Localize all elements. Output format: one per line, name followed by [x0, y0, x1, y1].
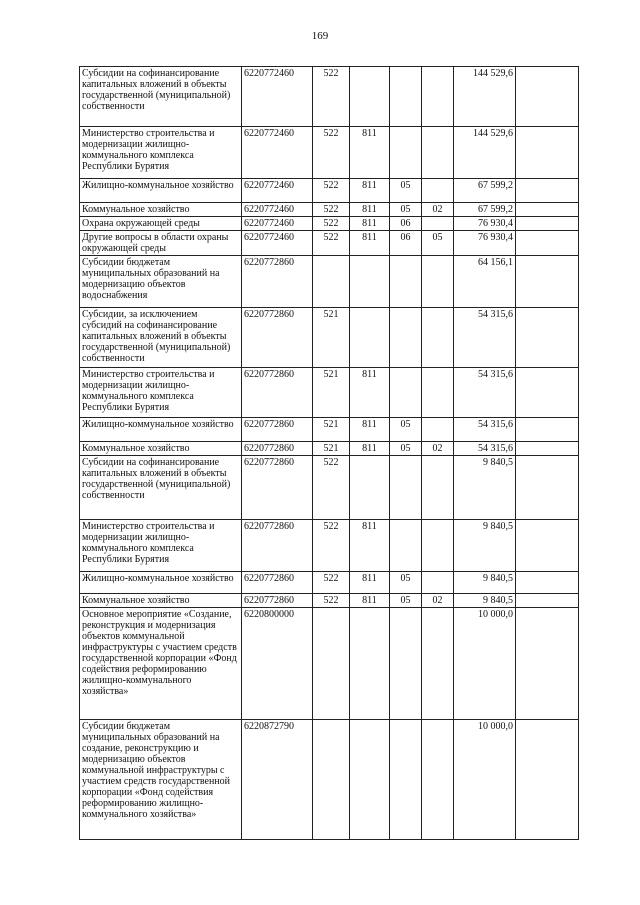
- cell-expense-type: 521: [313, 442, 350, 456]
- cell-expense-type: 522: [313, 456, 350, 520]
- cell-target-code: 6220772460: [242, 179, 313, 203]
- cell-subsection: [422, 308, 454, 368]
- cell-section: [390, 127, 422, 179]
- cell-department-code: 811: [350, 203, 390, 217]
- cell-subsection: [422, 256, 454, 308]
- cell-expense-type: 522: [313, 217, 350, 231]
- cell-department-code: 811: [350, 368, 390, 418]
- table-row: [80, 418, 579, 442]
- cell-amount: 54 315,6: [454, 418, 516, 442]
- cell-subsection: [422, 127, 454, 179]
- cell-extra: [516, 308, 579, 368]
- cell-name: Субсидии бюджетам муниципальных образований на создание, реконструкцию и модернизацию объектов коммунальной инфраструктуры с участием средств государственной корпорации «Фонд содействия реформированию жилищно-коммунального хозяйства»: [80, 720, 242, 840]
- budget-table-body: [80, 67, 579, 840]
- cell-expense-type: 521: [313, 308, 350, 368]
- cell-target-code: 6220772860: [242, 442, 313, 456]
- cell-section: 05: [390, 418, 422, 442]
- table-row: [80, 608, 579, 720]
- cell-amount: 54 315,6: [454, 368, 516, 418]
- cell-amount: 9 840,5: [454, 594, 516, 608]
- cell-name: Жилищно-коммунальное хозяйство: [80, 572, 242, 594]
- cell-name: Субсидии бюджетам муниципальных образований на модернизацию объектов водоснабжения: [80, 256, 242, 308]
- table-row: [80, 456, 579, 520]
- table-row: [80, 217, 579, 231]
- budget-table: [79, 66, 579, 840]
- cell-name: Охрана окружающей среды: [80, 217, 242, 231]
- cell-expense-type: 522: [313, 179, 350, 203]
- cell-expense-type: 522: [313, 203, 350, 217]
- cell-subsection: [422, 368, 454, 418]
- table-row: [80, 572, 579, 594]
- table-row: [80, 179, 579, 203]
- cell-target-code: 6220872790: [242, 720, 313, 840]
- table-row: [80, 520, 579, 572]
- cell-amount: 54 315,6: [454, 442, 516, 456]
- cell-target-code: 6220772860: [242, 418, 313, 442]
- page-number: 169: [311, 30, 329, 42]
- cell-name: Жилищно-коммунальное хозяйство: [80, 179, 242, 203]
- cell-department-code: 811: [350, 179, 390, 203]
- cell-subsection: [422, 418, 454, 442]
- cell-expense-type: [313, 720, 350, 840]
- cell-section: 06: [390, 217, 422, 231]
- cell-extra: [516, 442, 579, 456]
- cell-section: [390, 67, 422, 127]
- cell-subsection: 02: [422, 442, 454, 456]
- cell-amount: 10 000,0: [454, 720, 516, 840]
- cell-amount: 9 840,5: [454, 456, 516, 520]
- cell-target-code: 6220772860: [242, 572, 313, 594]
- cell-section: [390, 520, 422, 572]
- table-row: [80, 720, 579, 840]
- cell-target-code: 6220772860: [242, 520, 313, 572]
- cell-extra: [516, 720, 579, 840]
- cell-name: Основное мероприятие «Создание, реконструкция и модернизация объектов коммунальной инфраструктуры с участием средств государственной корпорации «Фонд содействия реформированию жилищно-коммунального хозяйства»: [80, 608, 242, 720]
- cell-department-code: 811: [350, 418, 390, 442]
- cell-target-code: 6220772860: [242, 308, 313, 368]
- cell-expense-type: 522: [313, 127, 350, 179]
- cell-section: [390, 256, 422, 308]
- cell-amount: 54 315,6: [454, 308, 516, 368]
- cell-amount: 76 930,4: [454, 231, 516, 256]
- cell-section: 05: [390, 179, 422, 203]
- cell-extra: [516, 256, 579, 308]
- cell-name: Коммунальное хозяйство: [80, 594, 242, 608]
- cell-extra: [516, 127, 579, 179]
- cell-target-code: 6220772860: [242, 456, 313, 520]
- cell-section: 05: [390, 203, 422, 217]
- cell-extra: [516, 203, 579, 217]
- cell-target-code: 6220772860: [242, 368, 313, 418]
- cell-target-code: 6220772460: [242, 231, 313, 256]
- cell-department-code: [350, 456, 390, 520]
- cell-name: Министерство строительства и модернизации жилищно-коммунального комплекса Республики Бурятия: [80, 520, 242, 572]
- cell-name: Министерство строительства и модернизации жилищно-коммунального комплекса Республики Бурятия: [80, 368, 242, 418]
- cell-expense-type: 521: [313, 368, 350, 418]
- cell-extra: [516, 418, 579, 442]
- cell-section: 05: [390, 594, 422, 608]
- cell-section: [390, 308, 422, 368]
- table-row: [80, 594, 579, 608]
- table-row: [80, 308, 579, 368]
- cell-subsection: [422, 67, 454, 127]
- cell-target-code: 6220772860: [242, 594, 313, 608]
- cell-target-code: 6220772460: [242, 217, 313, 231]
- cell-department-code: 811: [350, 572, 390, 594]
- cell-department-code: 811: [350, 127, 390, 179]
- cell-extra: [516, 520, 579, 572]
- cell-target-code: 6220800000: [242, 608, 313, 720]
- table-row: [80, 256, 579, 308]
- cell-extra: [516, 67, 579, 127]
- cell-name: Субсидии на софинансирование капитальных вложений в объекты государственной (муниципальной) собственности: [80, 67, 242, 127]
- cell-subsection: [422, 179, 454, 203]
- cell-subsection: [422, 572, 454, 594]
- cell-target-code: 6220772860: [242, 256, 313, 308]
- cell-name: Жилищно-коммунальное хозяйство: [80, 418, 242, 442]
- cell-department-code: 811: [350, 231, 390, 256]
- cell-extra: [516, 217, 579, 231]
- table-row: [80, 67, 579, 127]
- cell-amount: 64 156,1: [454, 256, 516, 308]
- cell-subsection: 02: [422, 594, 454, 608]
- cell-subsection: [422, 608, 454, 720]
- cell-section: [390, 720, 422, 840]
- cell-department-code: [350, 608, 390, 720]
- cell-subsection: [422, 520, 454, 572]
- cell-section: 06: [390, 231, 422, 256]
- cell-target-code: 6220772460: [242, 127, 313, 179]
- cell-subsection: 05: [422, 231, 454, 256]
- cell-extra: [516, 456, 579, 520]
- cell-expense-type: [313, 256, 350, 308]
- cell-name: Другие вопросы в области охраны окружающей среды: [80, 231, 242, 256]
- cell-department-code: [350, 256, 390, 308]
- cell-department-code: [350, 308, 390, 368]
- cell-name: Субсидии, за исключением субсидий на софинансирование капитальных вложений в объекты государственной (муниципальной) собственности: [80, 308, 242, 368]
- cell-expense-type: 522: [313, 520, 350, 572]
- cell-section: [390, 368, 422, 418]
- cell-amount: 67 599,2: [454, 179, 516, 203]
- cell-extra: [516, 368, 579, 418]
- cell-name: Субсидии на софинансирование капитальных вложений в объекты государственной (муниципальной) собственности: [80, 456, 242, 520]
- cell-amount: 9 840,5: [454, 572, 516, 594]
- cell-name: Коммунальное хозяйство: [80, 203, 242, 217]
- table-row: [80, 127, 579, 179]
- cell-subsection: [422, 217, 454, 231]
- cell-subsection: [422, 456, 454, 520]
- cell-section: 05: [390, 572, 422, 594]
- cell-department-code: 811: [350, 594, 390, 608]
- cell-department-code: 811: [350, 520, 390, 572]
- cell-extra: [516, 572, 579, 594]
- cell-expense-type: [313, 608, 350, 720]
- cell-department-code: 811: [350, 442, 390, 456]
- table-row: [80, 442, 579, 456]
- cell-department-code: [350, 720, 390, 840]
- cell-section: [390, 608, 422, 720]
- table-row: [80, 203, 579, 217]
- cell-section: [390, 456, 422, 520]
- cell-amount: 9 840,5: [454, 520, 516, 572]
- table-row: [80, 368, 579, 418]
- cell-amount: 76 930,4: [454, 217, 516, 231]
- cell-expense-type: 522: [313, 594, 350, 608]
- cell-section: 05: [390, 442, 422, 456]
- cell-extra: [516, 231, 579, 256]
- table-row: [80, 231, 579, 256]
- cell-department-code: 811: [350, 217, 390, 231]
- cell-subsection: 02: [422, 203, 454, 217]
- cell-name: Министерство строительства и модернизации жилищно-коммунального комплекса Республики Бурятия: [80, 127, 242, 179]
- cell-amount: 10 000,0: [454, 608, 516, 720]
- cell-extra: [516, 179, 579, 203]
- cell-department-code: [350, 67, 390, 127]
- cell-expense-type: 521: [313, 418, 350, 442]
- cell-amount: 67 599,2: [454, 203, 516, 217]
- cell-target-code: 6220772460: [242, 67, 313, 127]
- cell-expense-type: 522: [313, 67, 350, 127]
- cell-target-code: 6220772460: [242, 203, 313, 217]
- cell-amount: 144 529,6: [454, 67, 516, 127]
- cell-subsection: [422, 720, 454, 840]
- cell-name: Коммунальное хозяйство: [80, 442, 242, 456]
- cell-extra: [516, 608, 579, 720]
- cell-amount: 144 529,6: [454, 127, 516, 179]
- cell-extra: [516, 594, 579, 608]
- cell-expense-type: 522: [313, 572, 350, 594]
- cell-expense-type: 522: [313, 231, 350, 256]
